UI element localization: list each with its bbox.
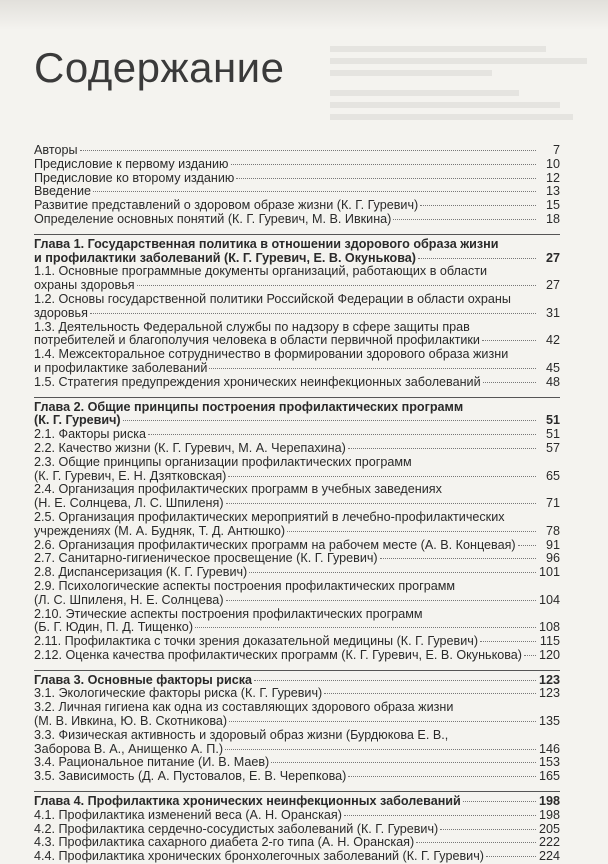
toc-entry[interactable] (34, 265, 560, 293)
entry-text: Введение (34, 185, 92, 199)
dot-leader (393, 219, 536, 220)
toc-entry[interactable] (34, 144, 560, 158)
chapter-section (34, 795, 560, 864)
entry-text: 2.4. Организация профилактических программ в учебных заведениях (34, 482, 442, 497)
toc-entry[interactable] (34, 511, 560, 539)
dot-leader (518, 545, 536, 546)
chapter-divider (34, 670, 560, 671)
entry-text: Глава 2. Общие принципы построения профилактических программ (34, 399, 464, 414)
toc-entry[interactable] (34, 172, 560, 186)
dot-leader (229, 721, 536, 722)
entry-text: учреждениях (М. А. Будняк, Т. Д. Антюшко) (34, 524, 286, 538)
toc-entry[interactable] (34, 483, 560, 511)
entry-text: 2.2. Качество жизни (К. Г. Гуревич, М. А. Черепахина) (34, 441, 346, 455)
toc-entry[interactable] (34, 729, 560, 757)
dot-leader (524, 655, 536, 656)
entry-text: Предисловие к первому изданию (34, 157, 229, 171)
chapter-section (34, 238, 560, 390)
dot-leader (123, 420, 536, 421)
toc-entry[interactable] (34, 213, 560, 227)
dot-leader (271, 762, 536, 763)
page-number: 153 (538, 755, 560, 770)
dot-leader (483, 382, 536, 383)
dot-leader (348, 776, 536, 777)
toc-entry[interactable] (34, 293, 560, 321)
dot-leader (231, 164, 537, 165)
dot-leader (486, 856, 536, 857)
entry-text: 4.1. Профилактика изменений веса (А. Н. Оранская) (34, 808, 342, 822)
page-number: 123 (538, 686, 560, 701)
page-number: 12 (545, 170, 560, 185)
dot-leader (209, 368, 536, 369)
dot-leader (93, 191, 536, 192)
entry-text: (Б. Г. Юдин, П. Д. Тищенко) (34, 621, 194, 635)
dot-leader (420, 205, 536, 206)
dot-leader (440, 829, 536, 830)
page-number: 45 (545, 360, 560, 375)
dot-leader (236, 178, 536, 179)
entry-text: 4.2. Профилактика сердечно-сосудистых заболеваний (К. Г. Гуревич) (34, 822, 439, 836)
dot-leader (416, 842, 536, 843)
toc-entry[interactable] (34, 185, 560, 199)
dot-leader (254, 680, 536, 681)
page-number: 101 (538, 565, 560, 580)
entry-text: 2.5. Организация профилактических мероприятий в лечебно-профилактических (34, 509, 505, 524)
entry-text: 1.2. Основы государственной политики Российской Федерации в области охраны (34, 291, 511, 306)
front-matter-list (34, 144, 560, 227)
toc-entry[interactable] (34, 456, 560, 484)
entry-text: Глава 3. Основные факторы риска (34, 673, 253, 687)
toc-entry[interactable] (34, 442, 560, 456)
entry-text: 2.6. Организация профилактических программ на рабочем месте (А. В. Концевая) (34, 538, 516, 552)
page-number: 27 (545, 278, 560, 293)
dot-leader (463, 801, 536, 802)
page-number: 146 (538, 741, 560, 756)
table-of-contents (34, 144, 560, 864)
dot-leader (226, 600, 536, 601)
entry-text: 1.3. Деятельность Федеральной службы по надзору в сфере защиты прав (34, 319, 470, 334)
entry-text: Предисловие ко второму изданию (34, 171, 235, 185)
entry-text: (Н. Е. Солнцева, Л. С. Шпиленя) (34, 497, 224, 511)
page-number: 48 (545, 374, 560, 389)
dot-leader (249, 572, 536, 573)
dot-leader (380, 558, 536, 559)
toc-entry[interactable] (34, 199, 560, 213)
page-number: 13 (545, 184, 560, 199)
chapter-divider (34, 791, 560, 792)
page-number: 91 (545, 537, 560, 552)
page-number: 51 (545, 427, 560, 442)
toc-entry[interactable] (34, 649, 560, 663)
page-number: 42 (545, 333, 560, 348)
chapter-divider (34, 234, 560, 235)
entry-text: 2.10. Этические аспекты построения профилактических программ (34, 606, 423, 621)
page-number: 96 (545, 551, 560, 566)
toc-entry[interactable] (34, 770, 560, 784)
entry-text: здоровья (34, 306, 88, 320)
entry-text: 2.12. Оценка качества профилактических программ (К. Г. Гуревич, Е. В. Окунькова) (34, 648, 522, 662)
chapter-section (34, 401, 560, 663)
dot-leader (348, 448, 536, 449)
entry-text: 3.4. Рациональное питание (И. В. Маев) (34, 756, 270, 770)
page-top-edge (0, 0, 608, 30)
dot-leader (228, 476, 536, 477)
entry-text: 2.7. Санитарно-гигиеническое просвещение (К. Г. Гуревич) (34, 552, 378, 566)
toc-entry[interactable] (34, 809, 560, 823)
page-number: 123 (538, 672, 560, 687)
toc-entry[interactable] (34, 635, 560, 649)
page-number: 7 (552, 143, 560, 157)
page-number: 165 (538, 769, 560, 784)
toc-entry[interactable] (34, 158, 560, 172)
dot-leader (418, 258, 536, 259)
dot-leader (80, 150, 537, 151)
page-number: 104 (538, 592, 560, 607)
entry-text: 3.1. Экологические факторы риска (К. Г. Гуревич) (34, 687, 323, 701)
entry-text: 2.1. Факторы риска (34, 428, 147, 442)
dot-leader (90, 313, 536, 314)
entry-text: (К. Г. Гуревич, Е. Н. Дзятковская) (34, 469, 227, 483)
page-number: 18 (545, 211, 560, 226)
entry-text: Авторы (34, 144, 78, 157)
entry-text: Глава 1. Государственная политика в отношении здорового образа жизни (34, 236, 499, 251)
page-title: Содержание (34, 44, 285, 91)
toc-entry[interactable] (34, 687, 560, 701)
toc-entry[interactable] (34, 566, 560, 580)
dot-leader (480, 641, 536, 642)
page-number: 15 (545, 198, 560, 213)
show-through-text (330, 40, 600, 130)
dot-leader (482, 340, 536, 341)
entry-text: Глава 4. Профилактика хронических неинфекционных заболеваний (34, 795, 461, 809)
entry-text: 3.5. Зависимость (Д. А. Пустовалов, Е. В. Черепкова) (34, 770, 347, 784)
page-number: 31 (545, 305, 560, 320)
entry-text: и профилактики заболеваний (К. Г. Гуревич, Е. В. Окунькова) (34, 251, 416, 265)
dot-leader (148, 434, 536, 435)
entry-text: 1.5. Стратегия предупреждения хронических неинфекционных заболеваний (34, 375, 481, 389)
dot-leader (195, 627, 536, 628)
dot-leader (324, 693, 536, 694)
toc-entry[interactable] (34, 580, 560, 608)
page-number: 205 (538, 821, 560, 836)
entry-text: 3.2. Личная гигиена как одна из составляющих здорового образа жизни (34, 700, 454, 715)
page-number: 198 (538, 794, 560, 809)
chapter-section (34, 674, 560, 784)
entry-text: 2.3. Общие принципы организации профилактических программ (34, 454, 412, 469)
page-number: 57 (545, 440, 560, 455)
chapter-heading[interactable] (34, 795, 560, 809)
entry-text: 2.8. Диспансеризация (К. Г. Гуревич) (34, 566, 248, 580)
toc-entry[interactable] (34, 376, 560, 390)
toc-entry[interactable] (34, 836, 560, 850)
entry-text: Заборова В. А., Анищенко А. П.) (34, 742, 224, 756)
page-number: 65 (545, 468, 560, 483)
page-number: 224 (538, 849, 560, 864)
entry-text: (Л. С. Шпиленя, Н. Е. Солнцева) (34, 593, 224, 607)
entry-text: охраны здоровья (34, 279, 135, 293)
toc-entry[interactable] (34, 823, 560, 837)
page-number: 27 (545, 250, 560, 265)
toc-entry[interactable] (34, 552, 560, 566)
entry-text: 1.1. Основные программные документы организаций, работающих в области (34, 264, 487, 279)
chapter-heading[interactable] (34, 401, 560, 429)
dot-leader (344, 815, 536, 816)
toc-entry[interactable] (34, 539, 560, 553)
dot-leader (137, 285, 536, 286)
entry-text: и профилактике заболеваний (34, 361, 208, 375)
dot-leader (226, 503, 536, 504)
toc-entry[interactable] (34, 608, 560, 636)
page-number: 135 (538, 714, 560, 729)
entry-text: 3.3. Физическая активность и здоровый образ жизни (Бурдюкова Е. В., (34, 727, 449, 742)
page-number: 10 (545, 156, 560, 171)
entry-text: 2.11. Профилактика с точки зрения доказательной медицины (К. Г. Гуревич) (34, 635, 479, 649)
toc-entry[interactable] (34, 701, 560, 729)
chapter-heading[interactable] (34, 674, 560, 688)
dot-leader (225, 749, 536, 750)
toc-entry[interactable] (34, 850, 560, 864)
chapter-heading[interactable] (34, 238, 560, 266)
page-number: 71 (545, 496, 560, 511)
page-number: 51 (545, 413, 560, 428)
entry-text: 4.4. Профилактика хронических бронхолегочных заболеваний (К. Г. Гуревич) (34, 850, 484, 864)
entry-text: Развитие представлений о здоровом образе жизни (К. Г. Гуревич) (34, 199, 419, 213)
toc-entry[interactable] (34, 428, 560, 442)
toc-entry[interactable] (34, 756, 560, 770)
page-number: 222 (538, 835, 560, 850)
page-number: 108 (538, 620, 560, 635)
page-number: 198 (538, 807, 560, 822)
entry-text: 1.4. Межсекторальное сотрудничество в формировании здорового образа жизни (34, 347, 509, 362)
chapter-divider (34, 397, 560, 398)
page-number: 78 (545, 523, 560, 538)
entry-text: (М. В. Ивкина, Ю. В. Скотникова) (34, 715, 228, 729)
entry-text: (К. Г. Гуревич) (34, 414, 121, 428)
page-number: 115 (539, 634, 560, 649)
toc-entry[interactable] (34, 321, 560, 349)
entry-text: 4.3. Профилактика сахарного диабета 2-го типа (А. Н. Оранская) (34, 836, 415, 850)
dot-leader (287, 531, 536, 532)
page-number: 120 (538, 647, 560, 662)
entry-text: Определение основных понятий (К. Г. Гуревич, М. В. Ивкина) (34, 212, 392, 226)
entry-text: потребителей и благополучия человека в области первичной профилактики (34, 334, 480, 348)
entry-text: 2.9. Психологические аспекты построения профилактических программ (34, 578, 456, 593)
toc-entry[interactable] (34, 348, 560, 376)
